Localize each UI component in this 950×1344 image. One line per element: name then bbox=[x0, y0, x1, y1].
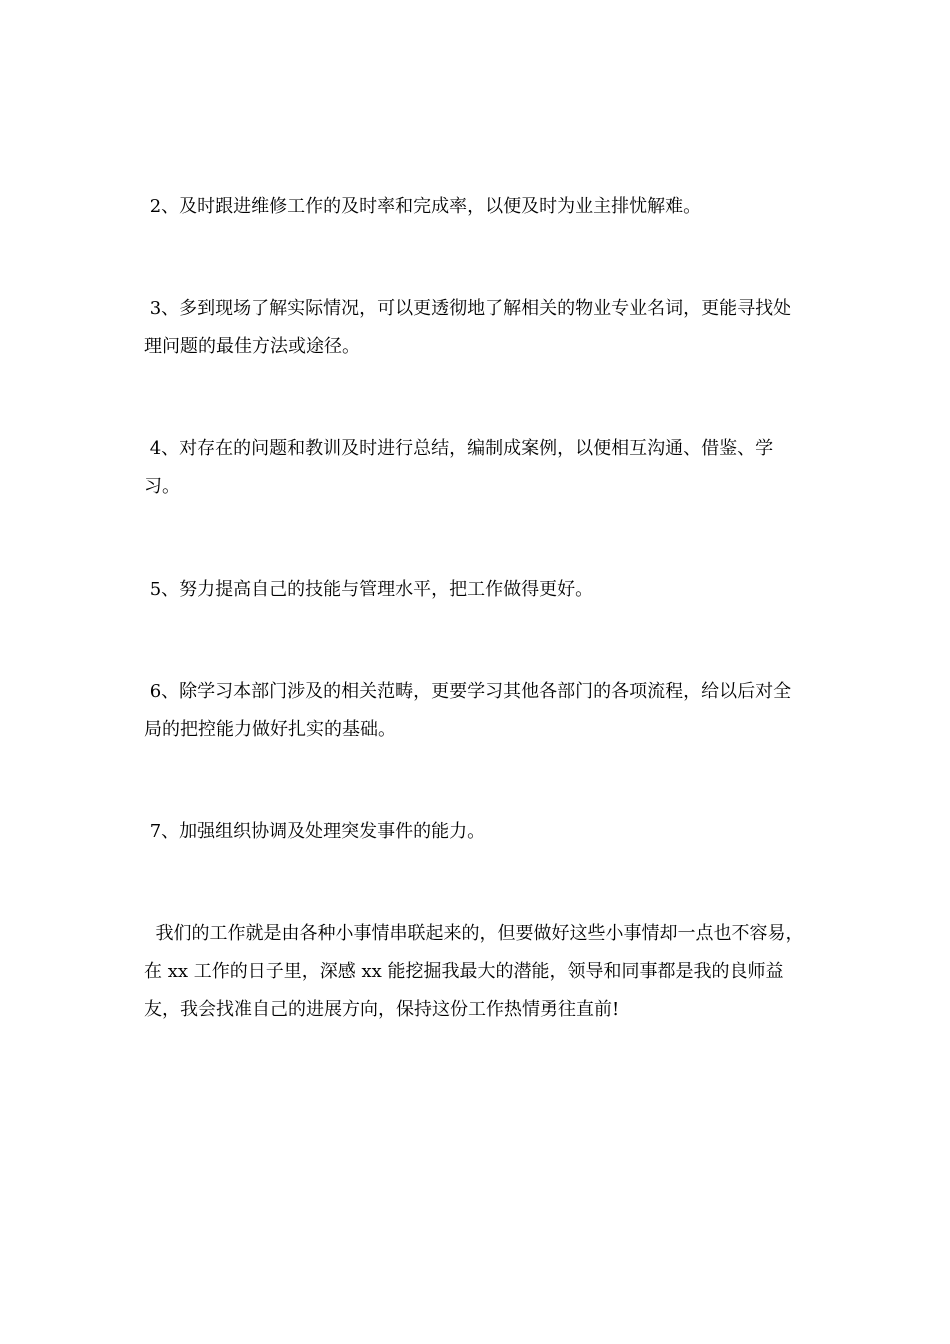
paragraph-item-3: 3、多到现场了解实际情况，可以更透彻地了解相关的物业专业名词，更能寻找处理问题的最佳方法或途径。 bbox=[144, 298, 792, 357]
closing-paragraph: 我们的工作就是由各种小事情串联起来的，但要做好这些小事情却一点也不容易，在 xx 工作的日子里，深感 xx 能挖掘我最大的潜能，领导和同事都是我的良师益友，我会找准自己的进展方向，保持这份工作热情勇往直前! bbox=[144, 923, 804, 1020]
paragraph-item-7: 7、加强组织协调及处理突发事件的能力。 bbox=[144, 821, 486, 842]
paragraph-item-2: 2、及时跟进维修工作的及时率和完成率，以便及时为业主排忧解难。 bbox=[144, 196, 702, 217]
paragraph-item-5: 5、努力提高自己的技能与管理水平，把工作做得更好。 bbox=[144, 579, 594, 600]
paragraph-item-6: 6、除学习本部门涉及的相关范畴，更要学习其他各部门的各项流程，给以后对全局的把控能力做好扎实的基础。 bbox=[144, 681, 792, 740]
paragraph-item-4: 4、对存在的问题和教训及时进行总结，编制成案例，以便相互沟通、借鉴、学习。 bbox=[144, 438, 774, 497]
